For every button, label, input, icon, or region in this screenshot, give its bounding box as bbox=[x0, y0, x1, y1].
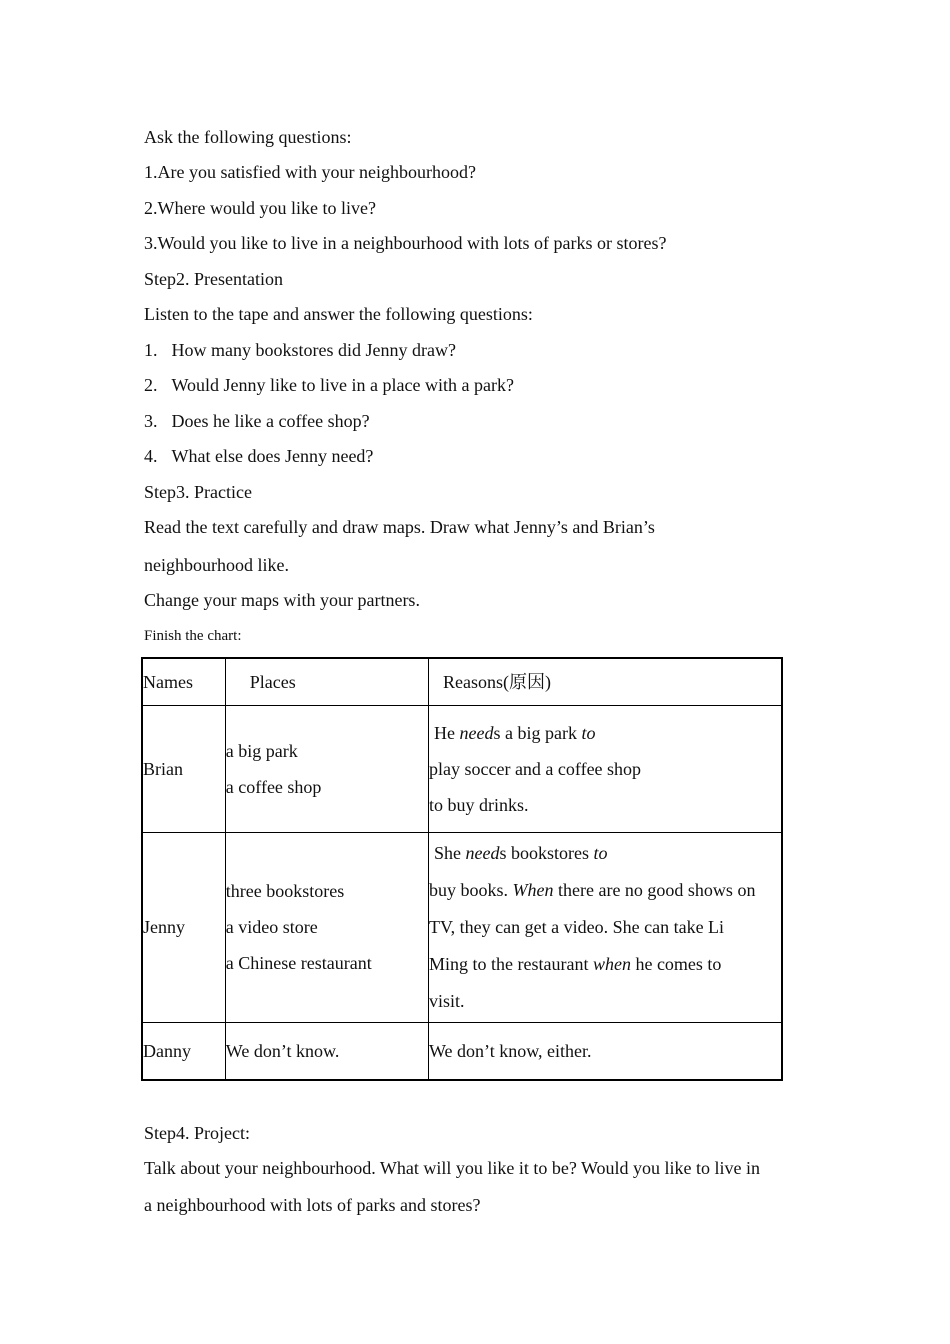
reason-line: TV, they can get a video. She can take Li bbox=[428, 916, 725, 937]
step3-title: Step3. Practice bbox=[144, 482, 252, 502]
reason-line: She needs bookstores to bbox=[433, 842, 608, 863]
question-text: How many bookstores did Jenny draw? bbox=[171, 340, 456, 360]
place-item: a Chinese restaurant bbox=[225, 953, 372, 973]
place-item: three bookstores bbox=[225, 881, 345, 901]
header-names: Names bbox=[142, 658, 225, 705]
question-number: 1. bbox=[144, 340, 158, 360]
reason-line: to buy drinks. bbox=[428, 794, 529, 815]
step3-change: Change your maps with your partners. bbox=[144, 590, 420, 610]
reason-line: buy books. When there are no good shows on bbox=[428, 879, 756, 900]
step2-question-1 bbox=[144, 339, 456, 361]
chart-row-jenny bbox=[142, 832, 782, 1022]
brian-places bbox=[225, 705, 428, 832]
question-number: 3. bbox=[144, 411, 158, 431]
reasons-chart bbox=[141, 657, 783, 1081]
chart-header-row bbox=[142, 658, 782, 705]
reason-line: visit. bbox=[428, 990, 465, 1011]
brian-reasons bbox=[428, 705, 782, 832]
intro-question-1: 1.Are you satisfied with your neighbourhood? bbox=[144, 162, 476, 182]
intro-heading: Ask the following questions: bbox=[144, 127, 352, 147]
step2-question-3 bbox=[144, 410, 370, 432]
question-number: 4. bbox=[144, 446, 158, 466]
question-number: 2. bbox=[144, 375, 158, 395]
question-text: What else does Jenny need? bbox=[171, 446, 374, 466]
step4-line1: Talk about your neighbourhood. What will you like it to be? Would you like to live in bbox=[144, 1158, 761, 1178]
chart-row-brian bbox=[142, 705, 782, 832]
jenny-name: Jenny bbox=[142, 832, 225, 1022]
reason-line: He needs a big park to bbox=[433, 722, 596, 743]
jenny-places bbox=[225, 832, 428, 1022]
question-text: Would Jenny like to live in a place with a park? bbox=[171, 375, 514, 395]
header-places: Places bbox=[225, 658, 428, 705]
step4-line2: a neighbourhood with lots of parks and stores? bbox=[144, 1195, 481, 1215]
step2-question-4 bbox=[144, 445, 373, 467]
place-item: a coffee shop bbox=[225, 776, 322, 797]
step2-title: Step2. Presentation bbox=[144, 269, 283, 289]
step4-title: Step4. Project: bbox=[144, 1123, 250, 1143]
reason-line: play soccer and a coffee shop bbox=[428, 758, 642, 779]
step2-question-2 bbox=[144, 374, 514, 396]
place-item: a big park bbox=[225, 740, 298, 761]
danny-places: We don’t know. bbox=[225, 1022, 428, 1080]
header-reasons: Reasons(原因) bbox=[428, 658, 782, 705]
reason-line: Ming to the restaurant when he comes to bbox=[428, 953, 722, 974]
question-text: Does he like a coffee shop? bbox=[171, 411, 370, 431]
danny-name: Danny bbox=[142, 1022, 225, 1080]
place-item: a video store bbox=[225, 917, 318, 937]
intro-question-2: 2.Where would you like to live? bbox=[144, 198, 376, 218]
brian-name: Brian bbox=[142, 705, 225, 832]
step3-instruction-line2: neighbourhood like. bbox=[144, 555, 289, 575]
danny-reasons: We don’t know, either. bbox=[428, 1022, 782, 1080]
intro-question-3: 3.Would you like to live in a neighbourhood with lots of parks or stores? bbox=[144, 233, 667, 253]
step3-finish: Finish the chart: bbox=[144, 628, 242, 644]
chart-row-danny bbox=[142, 1022, 782, 1080]
step2-instruction: Listen to the tape and answer the following questions: bbox=[144, 304, 533, 324]
jenny-reasons bbox=[428, 832, 782, 1022]
step3-instruction-line1: Read the text carefully and draw maps. Draw what Jenny’s and Brian’s bbox=[144, 517, 655, 537]
